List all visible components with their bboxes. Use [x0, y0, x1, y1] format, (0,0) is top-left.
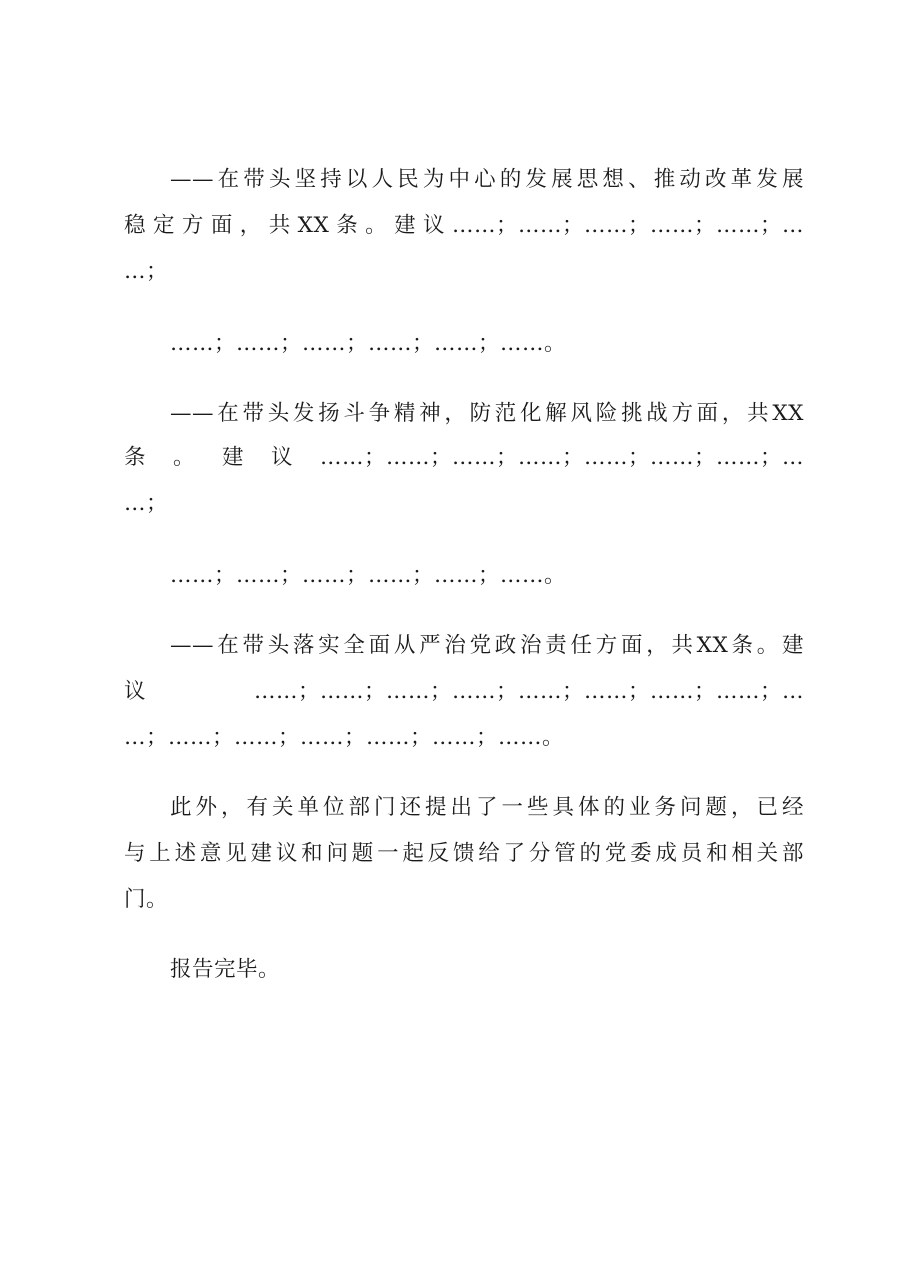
paragraph-line: …； [124, 259, 169, 284]
closing-statement: 报告完毕。 [170, 957, 281, 982]
paragraph-line: 条。建议……；……；……；……；……；……；……；… [124, 445, 804, 470]
paragraph-line: ——在带头坚持以人民为中心的发展思想、推动改革发展 [170, 167, 804, 192]
paragraph-line: 门。 [124, 887, 169, 912]
paragraph-line: 稳定方面，共XX条。建议……；……；……；……；……；… [124, 213, 804, 238]
paragraph-line: …； [124, 491, 169, 516]
paragraph-line: ……；……；……；……；……；……。 [170, 331, 567, 356]
paragraph-line: …；……；……；……；……；……；……。 [124, 725, 565, 750]
paragraph-line: ——在带头发扬斗争精神，防范化解风险挑战方面，共XX [170, 401, 804, 426]
paragraph-line: 议……；……；……；……；……；……；……；……；… [124, 679, 804, 704]
paragraph-line: 与上述意见建议和问题一起反馈给了分管的党委成员和相关部 [124, 841, 804, 866]
paragraph-line: ——在带头落实全面从严治党政治责任方面，共XX条。建 [170, 633, 804, 658]
paragraph-line: 此外，有关单位部门还提出了一些具体的业务问题，已经 [170, 795, 804, 820]
paragraph-line: ……；……；……；……；……；……。 [170, 563, 567, 588]
